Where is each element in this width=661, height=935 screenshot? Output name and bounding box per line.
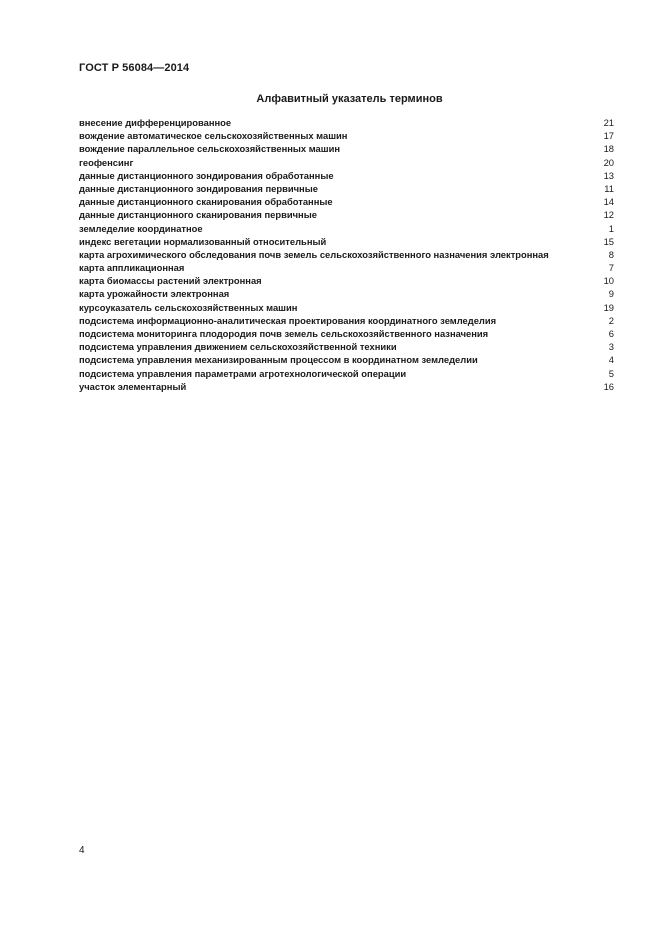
index-term: подсистема управления движением сельскохозяйственной техники bbox=[79, 341, 397, 353]
section-title: Алфавитный указатель терминов bbox=[256, 93, 443, 105]
index-term: подсистема мониторинга плодородия почв земель сельскохозяйственного назначения bbox=[79, 328, 489, 339]
index-term: карта биомассы растений электронная bbox=[79, 275, 262, 287]
index-entry bbox=[79, 287, 614, 300]
index-term-number: 13 bbox=[603, 169, 614, 181]
index-entry bbox=[79, 195, 614, 208]
index-entry bbox=[79, 261, 614, 274]
index-term-number: 12 bbox=[603, 209, 614, 221]
document-code: ГОСТ Р 56084—2014 bbox=[79, 62, 190, 74]
index-term-number: 5 bbox=[608, 367, 614, 379]
index-term: данные дистанционного сканирования обработанные bbox=[79, 196, 333, 208]
index-term-number: 9 bbox=[608, 288, 614, 300]
index-entry bbox=[79, 156, 614, 169]
index-term-number: 15 bbox=[603, 235, 614, 247]
term-index-list bbox=[79, 116, 614, 393]
index-term: курсоуказатель сельскохозяйственных машин bbox=[79, 301, 298, 313]
index-term: подсистема информационно-аналитическая проектирования координатного земледелия bbox=[79, 314, 497, 326]
index-entry bbox=[79, 274, 614, 287]
index-entry bbox=[79, 142, 614, 155]
index-term: внесение дифференцированное bbox=[79, 117, 232, 128]
index-term-number: 20 bbox=[603, 156, 614, 168]
index-entry bbox=[79, 182, 614, 195]
index-entry bbox=[79, 208, 614, 221]
index-term-number: 1 bbox=[608, 222, 614, 234]
index-term-number: 16 bbox=[603, 380, 614, 392]
index-term-number: 17 bbox=[603, 130, 614, 142]
index-term-number: 18 bbox=[603, 143, 614, 155]
index-term: карта агрохимического обследования почв земель сельскохозяйственного назначения электронная bbox=[79, 248, 549, 260]
index-term: данные дистанционного зондирования первичные bbox=[79, 182, 318, 194]
index-term: подсистема управления параметрами агротехнологической операции bbox=[79, 367, 407, 379]
index-term: индекс вегетации нормализованный относительный bbox=[79, 235, 327, 247]
index-entry bbox=[79, 340, 614, 353]
index-entry bbox=[79, 327, 614, 340]
index-term: участок элементарный bbox=[79, 380, 187, 392]
index-entry bbox=[79, 248, 614, 261]
index-entry bbox=[79, 235, 614, 248]
index-term: данные дистанционного сканирования первичные bbox=[79, 209, 317, 221]
index-term: геофенсинг bbox=[79, 156, 134, 168]
index-term: данные дистанционного зондирования обработанные bbox=[79, 169, 334, 181]
index-term-number: 10 bbox=[603, 275, 614, 287]
index-term-number: 19 bbox=[603, 301, 614, 313]
index-entry bbox=[79, 353, 614, 366]
index-term: карта аппликационная bbox=[79, 262, 185, 274]
index-term: подсистема управления механизированным процессом в координатном земледелии bbox=[79, 354, 478, 366]
page-number: 4 bbox=[79, 845, 85, 856]
index-term-number: 6 bbox=[608, 328, 614, 339]
index-term: вождение параллельное сельскохозяйственных машин bbox=[79, 143, 341, 155]
index-entry bbox=[79, 129, 614, 142]
index-term-number: 21 bbox=[603, 117, 614, 128]
index-entry bbox=[79, 314, 614, 327]
index-term-number: 14 bbox=[603, 196, 614, 208]
index-entry bbox=[79, 222, 614, 235]
index-term-number: 2 bbox=[608, 314, 614, 326]
index-term: карта урожайности электронная bbox=[79, 288, 230, 300]
index-entry bbox=[79, 169, 614, 182]
index-entry bbox=[79, 367, 614, 380]
index-term-number: 7 bbox=[608, 262, 614, 274]
index-term-number: 4 bbox=[608, 354, 614, 366]
index-term: земледелие координатное bbox=[79, 222, 203, 234]
index-term-number: 8 bbox=[608, 248, 614, 260]
index-entry bbox=[79, 301, 614, 314]
index-entry bbox=[79, 380, 614, 393]
index-term: вождение автоматическое сельскохозяйственных машин bbox=[79, 130, 348, 142]
index-term-number: 11 bbox=[604, 182, 614, 194]
index-term-number: 3 bbox=[608, 341, 614, 353]
index-entry bbox=[79, 116, 614, 129]
